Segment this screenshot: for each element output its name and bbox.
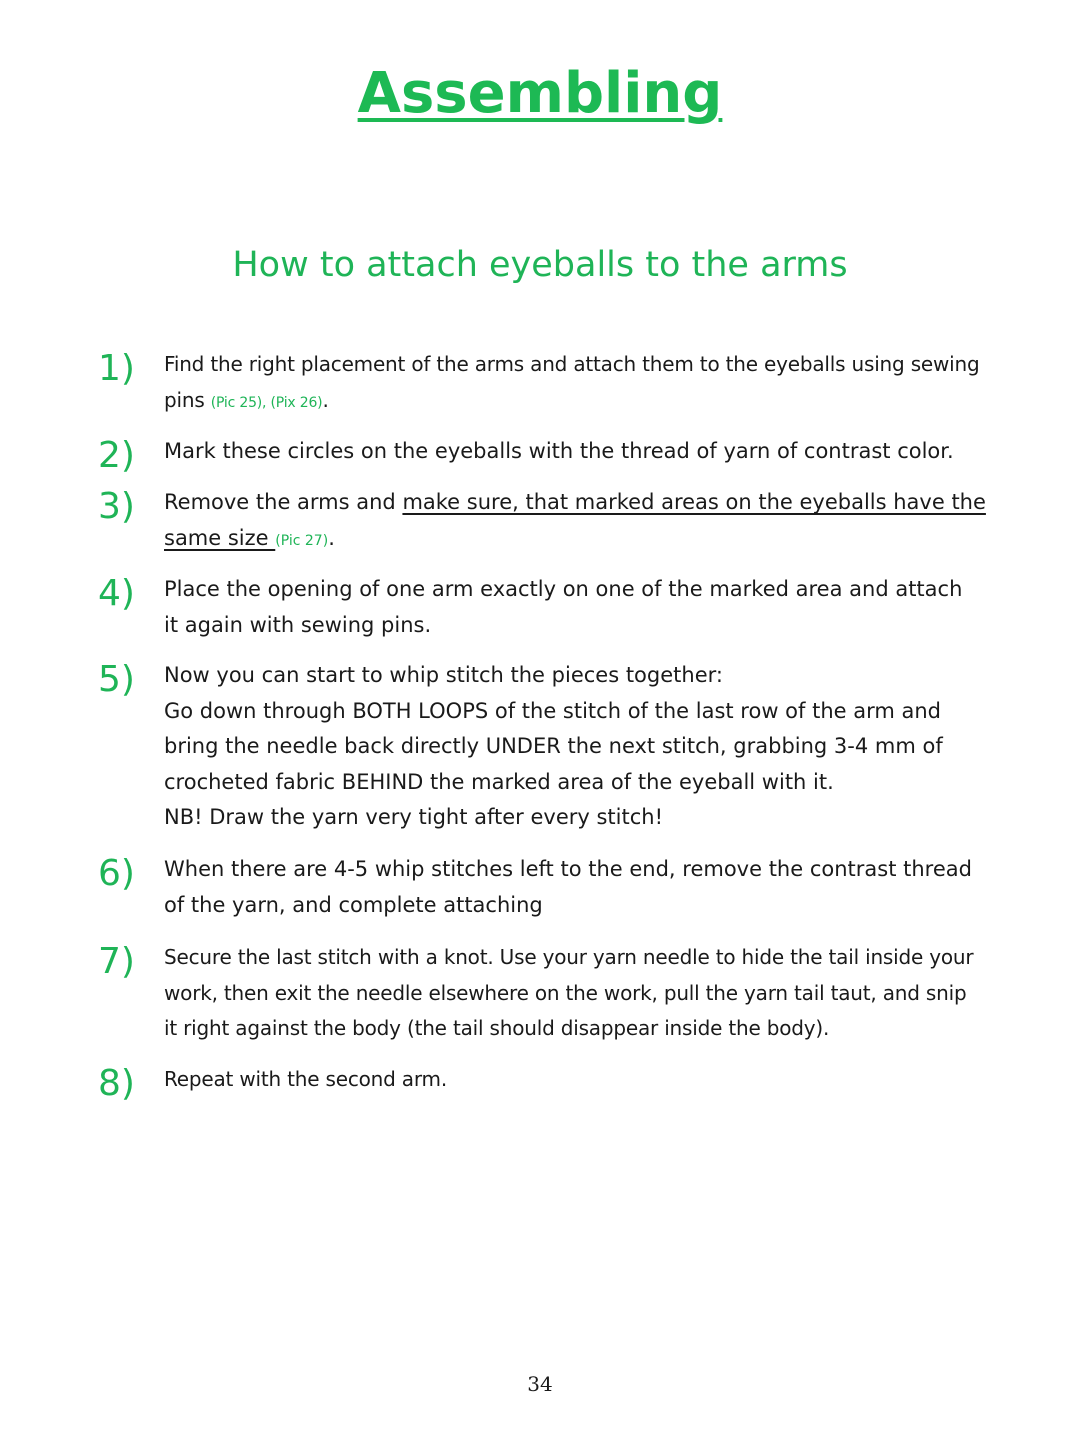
step-number: 7) [98,941,135,982]
picture-reference: (Pic 27) [275,532,329,549]
step-text [164,485,1024,559]
step-line: crocheted fabric BEHIND the marked area of the eyeball with it. [164,769,834,794]
picture-reference: (Pic 25), (Pix 26) [210,394,323,411]
page-title [0,58,1080,130]
step-number: 8) [98,1063,135,1104]
step-line: Now you can start to whip stitch the pieces together: [164,663,723,687]
step-number: 5) [98,659,135,700]
step-number: 2) [98,435,135,476]
step-text [164,852,1024,923]
underlined-emphasis: same size [164,525,276,550]
section-subtitle: How to attach eyeballs to the arms [232,245,848,285]
step-text-part: pins [164,387,205,412]
underlined-emphasis: make sure, that marked areas on the eyeballs have the [402,490,986,514]
step-line [164,485,1024,521]
step-text [164,572,1024,643]
step-line: Place the opening of one arm exactly on one of the marked area and attach [164,577,963,601]
step-line: Mark these circles on the eyeballs with the thread of yarn of contrast color. [164,439,954,463]
step-text-part: . [322,387,329,412]
step-text-part: Remove the arms and [164,490,403,514]
page-title-text: Assembling [357,61,723,126]
step-line: it again with sewing pins. [164,612,432,637]
step-line: work, then exit the needle elsewhere on the work, pull the yarn tail taut, and snip [164,980,967,1005]
page-number: 34 [527,1372,553,1396]
step-number: 3) [98,486,135,527]
step-text [164,940,1024,1047]
step-line: When there are 4-5 whip stitches left to the end, remove the contrast thread [164,857,972,881]
step-line [164,521,1024,560]
step-text [164,347,1024,421]
step-number: 1) [98,348,135,389]
step-text [164,1062,1024,1098]
step-line [164,383,1024,422]
step-line: bring the needle back directly UNDER the next stitch, grabbing 3-4 mm of [164,734,943,758]
step-line: of the yarn, and complete attaching [164,892,543,917]
step-line: NB! Draw the yarn very tight after every stitch! [164,805,663,829]
step-number: 4) [98,573,135,614]
step-text [164,658,1024,836]
step-line: Find the right placement of the arms and attach them to the eyeballs using sewing [164,352,980,376]
step-line: Secure the last stitch with a knot. Use your yarn needle to hide the tail inside your [164,945,974,969]
step-text-part: . [328,525,335,550]
step-line: Go down through BOTH LOOPS of the stitch of the last row of the arm and [164,698,941,723]
step-line: it right against the body (the tail should disappear inside the body). [164,1016,830,1040]
step-text [164,434,1024,470]
step-line: Repeat with the second arm. [164,1067,447,1091]
step-number: 6) [98,853,135,894]
